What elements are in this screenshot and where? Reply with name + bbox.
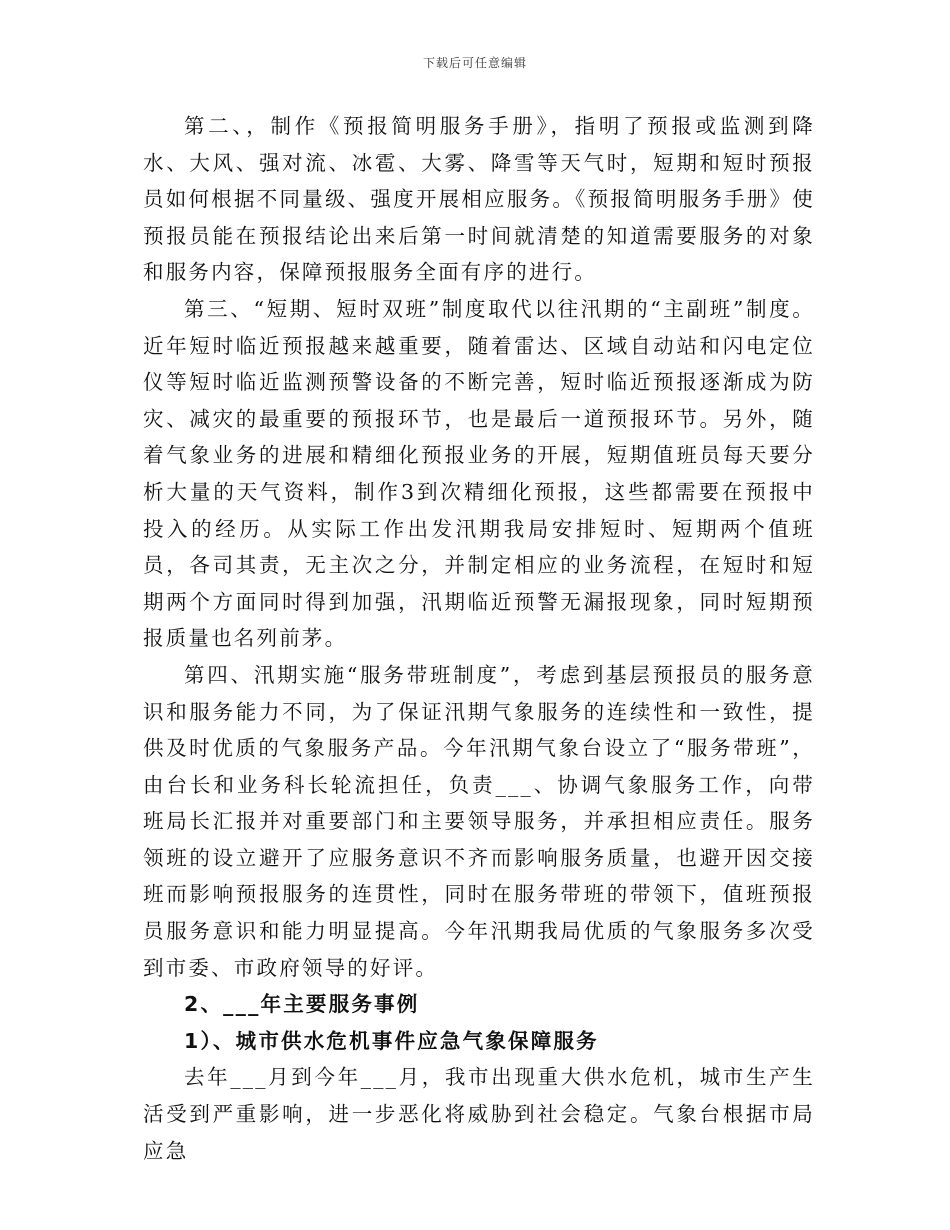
paragraph-double-shift: 第三、“短期、短时双班”制度取代以往汛期的“主副班”制度。近年短时临近预报越来越重要，随着雷达、区域自动站和闪电定位仪等短时临近监测预警设备的不断完善，短时临近预报逐渐成为防灾、减灾的最重要的预报环节，也是最后一道预报环节。另外，随着气象业务的进展和精细化预报业务的开展，短期值班员每天要分析大量的天气资料，制作3到次精细化预报，这些都需要在预报中投入的经历。从实际工作出发汛期我局安排短时、短期两个值班员，各司其责，无主次之分，并制定相应的业务流程，在短时和短期两个方面同时得到加强，汛期临近预警无漏报现象，同时短期预报质量也名列前茅。	[143, 296, 815, 651]
paragraph-water-crisis: 去年___月到今年___月，我市出现重大供水危机，城市生产生活受到严重影响，进一步恶化将威胁到社会稳定。气象台根据市局应急	[143, 1065, 815, 1163]
paragraph-service-manual: 第二、，制作《预报简明服务手册》，指明了预报或监测到降水、大风、强对流、冰雹、大雾、降雪等天气时，短期和短时预报员如何根据不同量级、强度开展相应服务。《预报简明服务手册》使预报员能在预报结论出来后第一时间就清楚的知道需要服务的对象和服务内容，保障预报服务全面有序的进行。	[143, 114, 815, 285]
page-header: 下载后可任意编辑	[422, 56, 527, 70]
paragraph-service-duty: 第四、汛期实施“服务带班制度”，考虑到基层预报员的服务意识和服务能力不同，为了保证汛期气象服务的连续性和一致性，提供及时优质的气象服务产品。今年汛期气象台设立了“服务带班”，由台长和业务科长轮流担任，负责___、协调气象服务工作，向带班局长汇报并对重要部门和主要领导服务，并承担相应责任。服务领班的设立避开了应服务意识不齐而影响服务质量，也避开因交接班而影响预报服务的连贯性，同时在服务带班的带领下，值班预报员服务意识和能力明显提高。今年汛期我局优质的气象服务多次受到市委、市政府领导的好评。	[143, 662, 815, 980]
subsection-heading-water-crisis: 1）、城市供水危机事件应急气象保障服务	[184, 1028, 599, 1053]
section-heading-service-cases: 2、___年主要服务事例	[184, 992, 420, 1017]
document-body	[143, 108, 815, 1169]
